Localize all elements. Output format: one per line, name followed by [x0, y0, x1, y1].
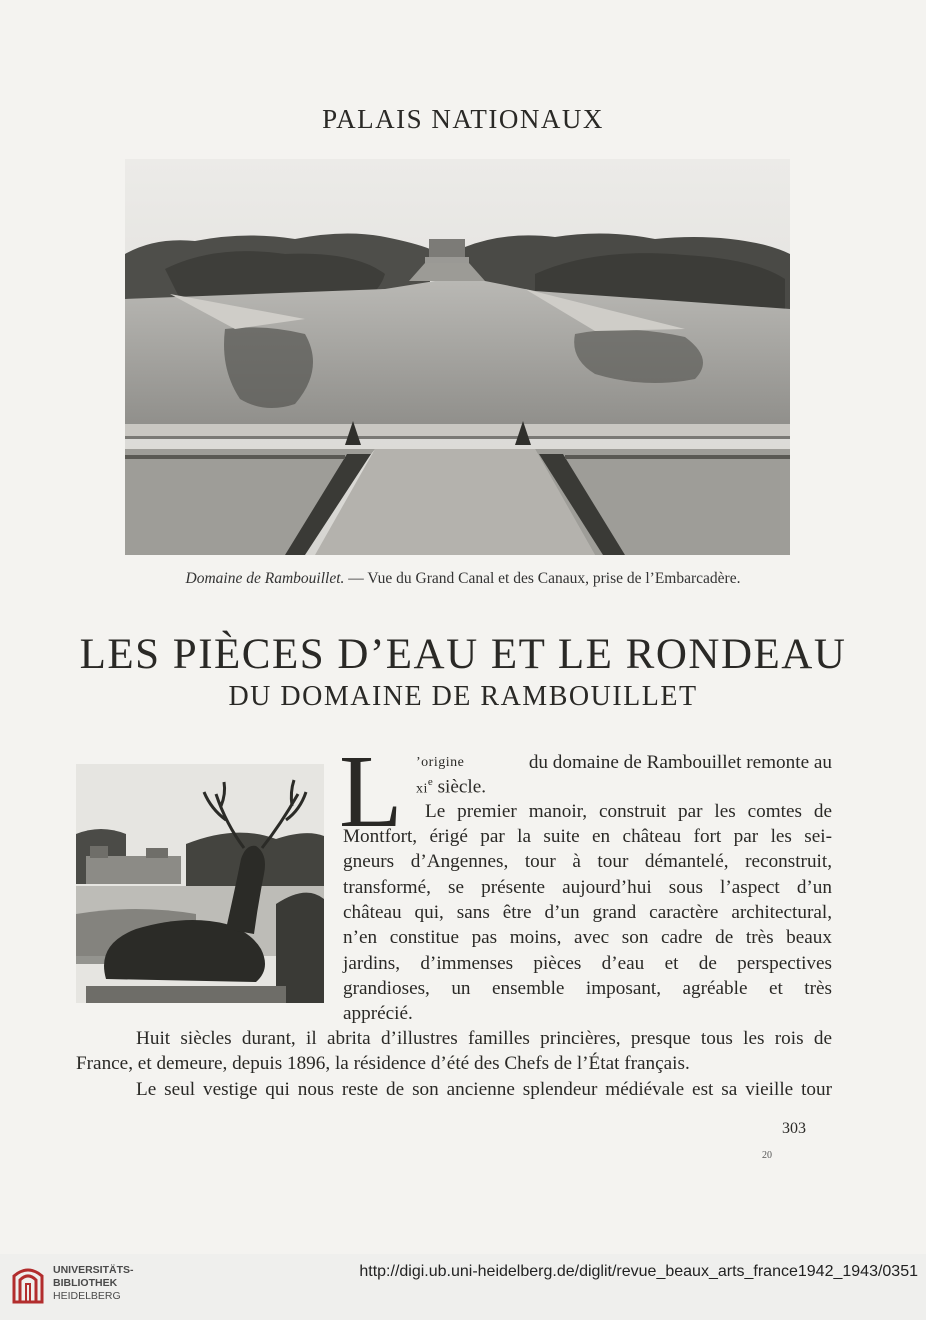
paragraph-line-8: n’en constitue pas moins, avec son cadre de très beaux — [343, 927, 832, 948]
paragraph-line-5: gneurs d’Angennes, tour à tour démantelé, reconstruit, — [343, 851, 832, 872]
library-name-line-3: HEIDELBERG — [53, 1290, 121, 1302]
paragraph-line-14: Le seul vestige qui nous reste de son ancienne splendeur médiévale est sa vieille tour — [136, 1079, 832, 1100]
running-head: PALAIS NATIONAUX — [322, 104, 604, 134]
photo-stag-sculpture — [76, 764, 324, 1003]
permalink-url[interactable]: http://digi.ub.uni-heidelberg.de/diglit/revue_beaux_arts_france1942_1943/0351 — [359, 1263, 918, 1280]
grand-canal-illustration — [125, 159, 790, 555]
line-2-smallcaps: xi — [416, 781, 428, 797]
paragraph-line-4: Montfort, érigé par la suite en château fort par les sei- — [343, 826, 832, 847]
line-1-text: du domaine de Rambouillet remonte au — [528, 752, 832, 773]
caption-text: — Vue du Grand Canal et des Canaux, prise de l’Embarcadère. — [344, 570, 741, 587]
paragraph-line-6: transformé, se présente aujourd’hui sous l’aspect d’un — [343, 877, 832, 898]
paragraph-line-9: jardins, d’immenses pièces d’eau et de perspectives — [343, 953, 832, 974]
paragraph-line-2 — [416, 777, 486, 797]
caption-place: Domaine de Rambouillet. — [185, 570, 345, 587]
page-number: 303 — [782, 1120, 806, 1137]
paragraph-line-3: Le premier manoir, construit par les comtes de — [425, 801, 832, 822]
article-title: LES PIÈCES D’EAU ET LE RONDEAU — [79, 631, 847, 678]
paragraph-line-7: château qui, sans être d’un grand caractère architectural, — [343, 902, 832, 923]
printer-signature-mark: 20 — [762, 1150, 772, 1161]
paragraph-line-12: Huit siècles durant, il abrita d’illustres familles princières, presque tous les rois de — [136, 1028, 832, 1049]
stag-sculpture-illustration — [76, 764, 324, 1003]
paragraph-line-11: apprécié. — [343, 1003, 413, 1024]
library-logo-icon[interactable] — [10, 1262, 46, 1306]
drop-cap: L — [339, 734, 403, 849]
library-name-line-1: UNIVERSITÄTS- — [53, 1264, 134, 1276]
line-2-text: siècle. — [432, 776, 487, 798]
footer-bar — [0, 1254, 926, 1320]
photo-caption — [0, 570, 926, 588]
library-name[interactable] — [53, 1264, 134, 1303]
paragraph-line-1 — [416, 753, 832, 772]
library-name-line-2: BIBLIOTHEK — [53, 1277, 118, 1289]
line-2-superscript: e — [427, 776, 433, 788]
article-subtitle: DU DOMAINE DE RAMBOUILLET — [228, 681, 698, 712]
line-1-smallcaps: ’origine — [416, 755, 465, 770]
paragraph-line-10: grandioses, un ensemble imposant, agréable et très — [343, 978, 832, 999]
paragraph-line-13: France, et demeure, depuis 1896, la résidence d’été des Chefs de l’État français. — [76, 1053, 690, 1074]
photo-grand-canal — [125, 159, 790, 555]
